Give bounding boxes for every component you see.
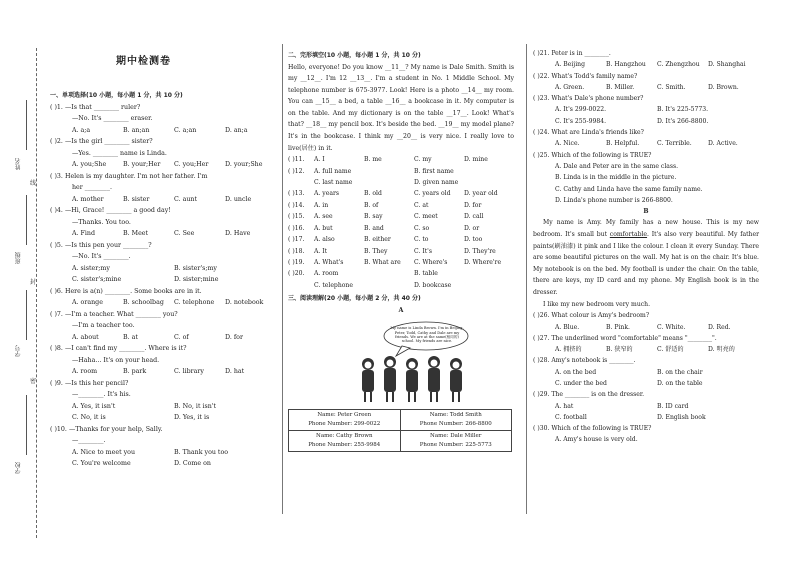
cloze-option-row [288,166,514,177]
option[interactable] [464,166,514,177]
speech-bubble-text: My name is Linda Brown. I'm in Beijing. Peter, Todd, Cathy and Dale are my friends. We are at the same(相同的) school. My friends are nice. [390,326,464,344]
option[interactable]: C. years old [414,190,451,198]
options: A. room B. park C. library D. hat [72,368,245,375]
question-number: ( )11. [288,156,305,164]
option[interactable]: B. me [364,156,382,164]
friends-illustration [350,320,482,406]
cut-line [36,48,37,538]
column-divider [526,44,527,514]
cloze-passage: Hello, everyone! Do you know __11__? My name is Dale Smith. Smith is my __12__. I'm 12 __13__. I'm a student in No. 1 Middle School. My telephone number is 675-3977. Look! Here is a photo __14__ my room. You can __15__ a bed, a table __16__ a bookcase in it. My computer is on the table. And my dictionary is on the table __17__. Look! What's that? __18__ my pencil box. It's beside the bed. __19__ my model plane? It's in the bookcase. I think my __20__ is very nice. I really love to live(居住) in it. [288,63,514,152]
option[interactable]: D. bookcase [414,281,452,289]
options: A. Beijing B. Hangzhou C. Zhengzhou D. Shanghai [555,61,746,69]
question-6: ( )6. Here is a(n) ________. Some books are in it. [50,287,202,295]
question-21: ( )21. Peter is in ________. [533,50,611,57]
question-1: ( )1. —Is that ________ ruler? [50,103,141,111]
option[interactable]: B. old [364,190,382,198]
options: A. Yes, it isn't B. No, it isn't C. No, it is D. Yes, it is [72,402,217,421]
question-2: ( )2. —Is the girl ________ sister? [50,138,153,145]
cloze-option-row [288,246,514,257]
option[interactable]: B. either [364,236,391,244]
cloze-option-row [288,223,514,234]
question-25: ( )25. Which of the following is TRUE? [533,151,652,159]
column-3: ( )21. Peter is in ________. A. Beijing B. Hangzhou C. Zhengzhou D. Shanghai ( )22. What's Todd's family name? A. Green. B. Miller. C. Smith. D. Brown. ( )23. What's Dale's phone number? A. It's 299-0022. B. It's 225-5773. C. It's 255-9984. D. It's 266-8800. ( )24. What are Linda's friends like? A. Nice. B. Helpful. C. Terrible. D. Active. ( )25. Which of the following is TRUE? A. Dale and Peter are in the same class. B. Linda is in the middle in the picture. C. Cathy and Linda have the same family name. D. Linda's phone number is 266-8800. B My name is Amy. My family has a new house. This is my new bedroom. It's small but comfortable. It's also very beautiful. My father paints(刷油漆) it pink and I like the colour. I clean it every Sunday. There are some beautiful pictures on the wall. My hat is on the chair. It's blue. My notebook is on the bed. My football is under the chair. On the table, there are keys, my ID card and my phone. My English book is in the dresser. I like my new bedroom very much. ( )26. What colour is Amy's bedroom? A. Blue. B. Pink. C. White. D. Red. ( )27. The underlined word "comfortable" means "________". A. 拥挤的 B. 狭窄的 C. 舒适的 D. 明亮的 ( )28. Amy's notebook is ________. A. on the bed B. on the chair C. under the bed D. on the table ( )29. The ________ is on the dresser. A. hat B. ID card C. football D. English book ( )30. Which of the following is TRUE? A. Amy's house is very old. [533,50,759,444]
option[interactable]: C. to [414,236,429,244]
question-number [288,177,314,188]
option[interactable]: C. so [414,224,430,232]
id-blank[interactable] [26,290,28,340]
page-title: 期中检测卷 [116,56,171,67]
option[interactable]: A. What's [314,258,344,266]
option[interactable] [464,268,514,279]
option[interactable]: B. table [414,270,438,278]
column-1: 一、单项选择(10 小题，每小题 1 分，共 10 分) ( )1. —Is that ________ ruler? —No. It's ________ eraser. A. a;a B. an;an C. a;an D. an;a ( )2. —Is the girl ________ sister? —Yes. ________ name is Linda. A. you;She B. your;Her C. you;Her D. your;She ( )3. Helen is my daughter. I'm not her father. I'm her ________. A. mother B. sister C. aunt D. uncle ( )4. —Hi, Grace! ________ a good day! —Thanks. You too. A. Find B. Meet C. See D. Have ( )5. —Is this pen your ________? —No. It's ________. A. sister;my B. sister's;my C. sister's;mine D. sister;mine ( )6. Here is a(n) ________. Some books are in it. A. orange B. schoolbag C. telephone D. notebook ( )7. —I'm a teacher. What ________ you? —I'm a teacher too. A. about B. at C. of D. for ( )8. —I can't find my ________. Where is it? —Haha... It's on your head. A. room B. park C. library D. hat ( )9. —Is this her pencil? —________. It's his. A. Yes, it isn't B. No, it isn't C. No, it is D. Yes, it is ( )10. —Thanks for your help, Sally. —________. A. Nice to meet you B. Thank you too C. You're welcome D. Come on [50,90,276,470]
cloze-option-row [288,257,514,268]
option[interactable]: A. in [314,201,329,209]
option[interactable]: C. my [414,156,432,164]
option[interactable]: C. Where's [414,258,448,266]
column-divider [282,44,283,514]
name-blank[interactable] [26,100,28,150]
passage-b: My name is Amy. My family has a new house. This is my new bedroom. It's small but comfortable. It's also very beautiful. My father paints(刷油漆) it pink and I like the colour. I clean it every Sunday. There are some beautiful pictures on the wall. My hat is on the chair. It's blue. My notebook is on the bed. My football is under the chair. On the table, there are keys, my ID card and my phone. My English book is in the dresser. [533,219,759,297]
option[interactable]: C. meet [414,213,438,221]
name-label: 姓名 [15,158,22,170]
contact-cell: Name: Cathy Brown Phone Number: 255-9984 [289,431,401,452]
option[interactable]: C. telephone [314,281,353,289]
question-number: ( )12. [288,167,305,175]
option[interactable]: B. first name [414,167,454,175]
question-22: ( )22. What's Todd's family name? [533,72,638,80]
cut-mark: 密 [30,378,37,385]
options: A. Nice to meet you B. Thank you too C. You're welcome D. Come on [72,448,229,467]
option[interactable]: A. full name [314,167,352,175]
option[interactable]: C. last name [314,179,353,187]
cloze-option-row [288,280,514,291]
question-27: ( )27. The underlined word "comfortable" means "________". [533,334,717,342]
question-28: ( )28. Amy's notebook is ________. [533,357,636,365]
section-heading: 二、完形填空(10 小题，每小题 1 分，共 10 分) [288,52,421,59]
option[interactable]: D. for [464,201,482,209]
question-number: ( )19. [288,258,305,266]
option[interactable]: A. It [314,247,328,255]
option[interactable] [464,280,514,291]
option[interactable]: D. or [464,224,480,232]
class-label: 班级 [15,252,22,264]
question-24: ( )24. What are Linda's friends like? [533,129,644,137]
options: A. you;She B. your;Her C. you;Her D. your;She [72,161,263,168]
options: A. about B. at C. of D. for [72,333,243,341]
options: A. on the bed B. on the chair C. under the bed D. on the table [555,368,703,387]
options: A. Nice. B. Helpful. C. Terrible. D. Active. [555,140,738,148]
question-number: ( )15. [288,213,305,221]
option[interactable]: D. Where're [464,258,502,266]
options: A. 拥挤的 B. 狭窄的 C. 舒适的 D. 明亮的 [555,346,735,354]
option[interactable]: B. They [364,247,388,255]
options: A. Green. B. Miller. C. Smith. D. Brown. [555,83,739,91]
option[interactable]: D. They're [464,247,496,255]
question-30: ( )30. Which of the following is TRUE? [533,425,652,433]
option[interactable] [364,177,414,188]
cloze-option-row [288,188,514,199]
cut-mark: 封 [30,279,37,286]
passage-b-end: I like my new bedroom very much. [543,300,651,308]
option[interactable]: B. of [364,201,379,209]
school-blank[interactable] [26,395,28,455]
option[interactable]: B. say [364,213,383,221]
cloze-option-row [288,268,514,279]
option[interactable]: D. year old [464,190,498,198]
option[interactable] [364,280,414,291]
option[interactable]: D. call [464,213,484,221]
question-number: ( )13. [288,190,305,198]
question-number: ( )18. [288,247,305,255]
options: A. hat B. ID card C. football D. English book [555,402,706,421]
options: A. a;a B. an;an C. a;an D. an;a [72,126,248,134]
question-8: ( )8. —I can't find my ________. Where is it? [50,345,187,352]
question-23: ( )23. What's Dale's phone number? [533,95,644,103]
binding-gutter [0,0,48,561]
option[interactable]: A. but [314,224,333,232]
option[interactable]: A. I [314,156,325,164]
option[interactable] [364,268,414,279]
question-4: ( )4. —Hi, Grace! ________ a good day! [50,207,171,214]
contact-cell: Name: Dale Miller Phone Number: 225-5773 [400,431,512,452]
question-3: ( )3. Helen is my daughter. I'm not her father. I'm [50,172,208,180]
option[interactable]: C. It's [414,247,432,255]
option[interactable] [464,177,514,188]
id-label: 学号 [15,345,22,357]
option[interactable]: D. too [464,236,483,244]
option[interactable]: B. and [364,224,384,232]
options: A. Find B. Meet C. See D. Have [72,230,251,237]
contact-cell: Name: Todd Smith Phone Number: 266-8800 [400,410,512,431]
class-blank[interactable] [26,195,28,245]
school-label: 学校 [15,462,22,474]
option[interactable]: B. What are [364,258,401,266]
question-26: ( )26. What colour is Amy's bedroom? [533,312,650,320]
question-7: ( )7. —I'm a teacher. What ________ you? [50,310,178,318]
question-number [288,280,314,291]
options: A. orange B. schoolbag C. telephone D. notebook [72,299,264,306]
option[interactable]: A. see [314,213,333,221]
option[interactable]: A. years [314,190,339,198]
question-10: ( )10. —Thanks for your help, Sally. [50,425,163,433]
option[interactable]: D. mine [464,156,488,164]
contact-table [288,409,512,452]
question-5: ( )5. —Is this pen your ________? [50,241,152,249]
option[interactable]: A. also [314,236,335,244]
question-29: ( )29. The ________ is on the dresser. [533,391,645,399]
question-number: ( )20. [288,270,305,278]
options: A. Blue. B. Pink. C. White. D. Red. [555,323,731,331]
column-2 [288,50,514,452]
cloze-option-row [288,234,514,245]
cloze-option-row [288,154,514,165]
contact-cell: Name: Peter Green Phone Number: 299-0022 [289,410,401,431]
option[interactable]: D. given name [414,179,459,187]
options: A. mother B. sister C. aunt D. uncle [72,195,252,203]
options: A. It's 299-0022. B. It's 225-5773. C. It's 255-9984. D. It's 266-8800. [555,106,709,125]
question-9: ( )9. —Is this her pencil? [50,379,129,387]
passage-label: A [398,306,404,314]
cloze-option-row [288,200,514,211]
question-number: ( )14. [288,201,305,209]
section-heading: 三、阅读理解(20 小题，每小题 2 分，共 40 分) [288,295,421,303]
passage-label: B [643,208,649,216]
cut-mark: 线 [30,180,37,187]
section-heading: 一、单项选择(10 小题，每小题 1 分，共 10 分) [50,92,183,99]
question-number: ( )17. [288,236,305,244]
cloze-option-row [288,211,514,222]
option[interactable]: C. at [414,201,429,209]
option[interactable]: A. room [314,270,339,278]
cloze-options [288,154,514,291]
cloze-option-row [288,177,514,188]
options: A. sister;my B. sister's;my C. sister's;mine D. sister;mine [72,264,219,283]
option[interactable] [364,166,414,177]
question-number: ( )16. [288,224,305,232]
